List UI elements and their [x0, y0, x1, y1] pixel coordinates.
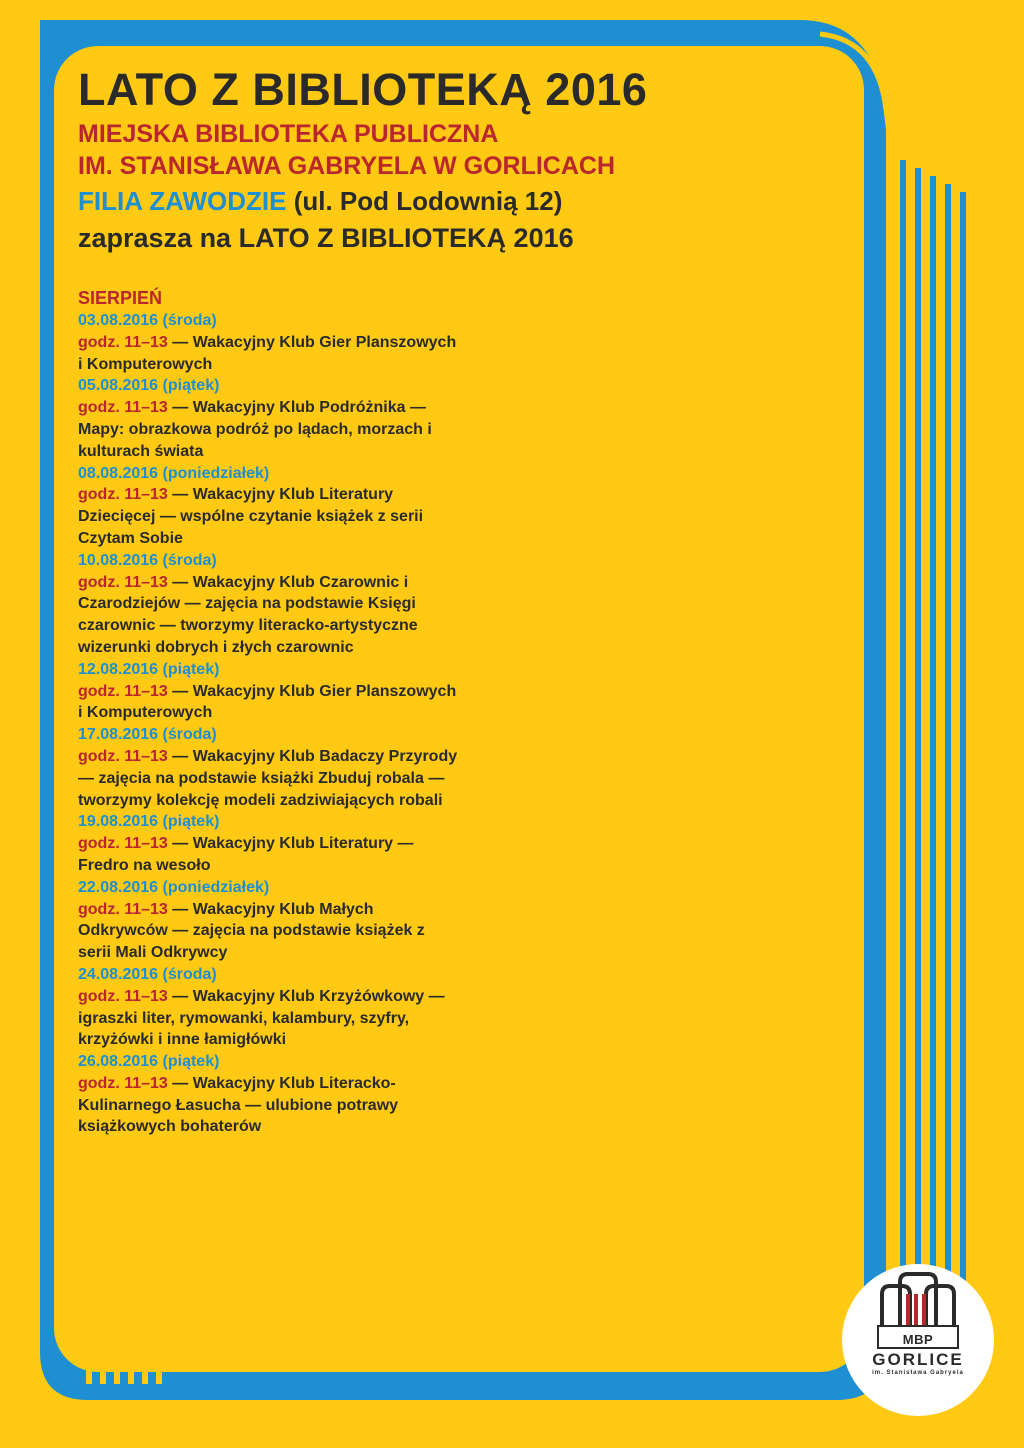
- event-item: [78, 1051, 458, 1138]
- event-date: 26.08.2016 (piątek): [78, 1053, 220, 1071]
- event-date: 19.08.2016 (piątek): [78, 813, 220, 831]
- event-date: 05.08.2016 (piątek): [78, 377, 220, 395]
- event-date: 08.08.2016 (poniedziałek): [78, 464, 270, 482]
- event-date: 10.08.2016 (środa): [78, 551, 217, 569]
- event-description: [78, 833, 458, 877]
- event-description: [78, 681, 458, 725]
- event-text: — Wakacyjny Klub Badaczy Przyrody — zajęcia na podstawie książki Zbuduj robala — tworzymy kolekcję modeli zadziwiających robali: [78, 747, 458, 809]
- event-item: [78, 463, 458, 550]
- event-description: [78, 484, 458, 549]
- logo-patron: im. Stanisława Gabryela: [872, 1370, 964, 1376]
- event-item: [78, 659, 458, 724]
- event-description: [78, 332, 458, 376]
- event-date: 03.08.2016 (środa): [78, 312, 217, 329]
- event-description: [78, 899, 458, 964]
- event-text: — Wakacyjny Klub Krzyżówkowy — igraszki liter, rymowanki, kalambury, szyfry, krzyżówki i inne łamigłówki: [78, 987, 445, 1049]
- event-text: — Wakacyjny Klub Podróżnika — Mapy: obrazkowa podróż po lądach, morzach i kulturach świata: [78, 399, 432, 460]
- event-item: [78, 550, 458, 659]
- event-text: — Wakacyjny Klub Literacko-Kulinarnego Łasucha — ulubione potrawy książkowych bohaterów: [78, 1074, 399, 1136]
- event-description: [78, 1073, 458, 1138]
- logo-city: GORLICE: [872, 1350, 964, 1369]
- event-text: — Wakacyjny Klub Literatury — Fredro na wesoło: [78, 835, 414, 874]
- library-name-line1: MIEJSKA BIBLIOTEKA PUBLICZNA: [78, 120, 499, 148]
- event-date: 24.08.2016 (środa): [78, 965, 217, 983]
- library-name-line2: IM. STANISŁAWA GABRYELA W GORLICACH: [78, 152, 616, 180]
- event-description: [78, 397, 458, 462]
- page-title: LATO Z BIBLIOTEKĄ 2016: [78, 64, 648, 115]
- event-hours: godz. 11–13: [78, 1074, 168, 1092]
- event-text: — Wakacyjny Klub Literatury Dziecięcej — wspólne czytanie książek z serii Czytam Sobie: [78, 486, 424, 547]
- event-hours: godz. 11–13: [78, 900, 168, 918]
- event-item: [78, 310, 458, 375]
- event-hours: godz. 11–13: [78, 682, 168, 700]
- event-hours: godz. 11–13: [78, 573, 168, 591]
- event-item: [78, 964, 458, 1051]
- event-text: — Wakacyjny Klub Gier Planszowych i Komputerowych: [78, 682, 457, 722]
- event-text: — Wakacyjny Klub Małych Odkrywców — zajęcia na podstawie książek z serii Mali Odkrywcy: [78, 900, 425, 962]
- branch-line: [78, 184, 858, 218]
- invite-line: zaprasza na LATO Z BIBLIOTEKĄ 2016: [78, 223, 574, 253]
- event-date: 17.08.2016 (środa): [78, 726, 217, 744]
- event-hours: godz. 11–13: [78, 835, 168, 853]
- event-item: [78, 811, 458, 876]
- event-hours: godz. 11–13: [78, 333, 168, 351]
- event-item: [78, 724, 458, 811]
- event-date: 12.08.2016 (piątek): [78, 660, 220, 678]
- library-logo: [842, 1264, 994, 1416]
- event-hours: godz. 11–13: [78, 399, 168, 417]
- event-text: — Wakacyjny Klub Czarownic i Czarodziejów — zajęcia na podstawie Księgi czarownic — tworzymy literacko-artystyczne wizerunki dobrych i złych czarownic: [78, 573, 418, 656]
- event-item: [78, 877, 458, 964]
- event-date: 22.08.2016 (poniedziałek): [78, 878, 270, 896]
- event-text: — Wakacyjny Klub Gier Planszowych i Komputerowych: [78, 333, 457, 373]
- event-item: [78, 375, 458, 462]
- event-hours: godz. 11–13: [78, 486, 168, 504]
- event-list: [78, 310, 458, 1138]
- branch-name: FILIA ZAWODZIE: [78, 186, 287, 216]
- logo-abbreviation: MBP: [902, 1332, 934, 1347]
- event-description: [78, 986, 458, 1051]
- event-hours: godz. 11–13: [78, 987, 168, 1005]
- event-hours: godz. 11–13: [78, 747, 168, 765]
- event-description: [78, 572, 458, 659]
- event-description: [78, 746, 458, 811]
- month-heading: SIERPIEŃ: [78, 288, 163, 308]
- branch-address: (ul. Pod Lodownią 12): [293, 186, 563, 216]
- poster-content: [78, 62, 858, 1138]
